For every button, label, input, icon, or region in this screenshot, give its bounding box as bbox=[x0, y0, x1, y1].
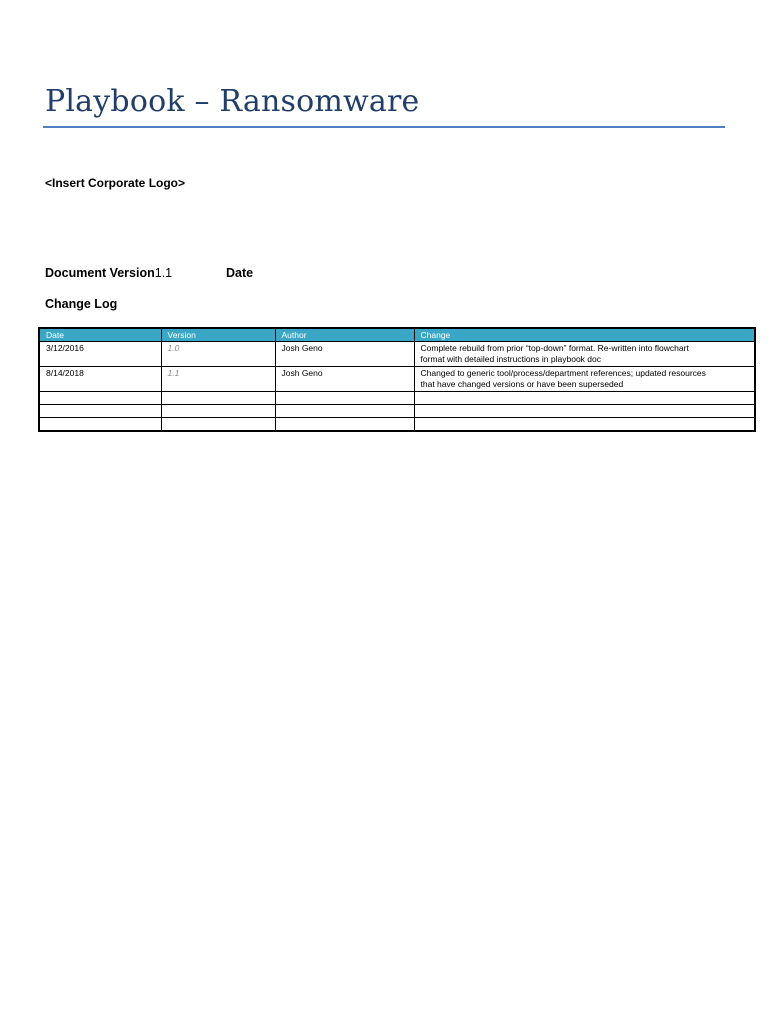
empty-table-row bbox=[39, 392, 755, 405]
change-line: that have changed versions or have been superseded bbox=[420, 379, 624, 389]
cell-author: Josh Geno bbox=[275, 367, 414, 392]
cell-change bbox=[414, 367, 755, 392]
title-underline bbox=[43, 126, 725, 128]
table-row bbox=[39, 342, 755, 367]
empty-cell bbox=[275, 392, 414, 405]
column-header-author: Author bbox=[275, 328, 414, 342]
empty-cell bbox=[39, 418, 161, 432]
empty-cell bbox=[414, 418, 755, 432]
empty-table-row bbox=[39, 405, 755, 418]
column-header-change: Change bbox=[414, 328, 755, 342]
cell-version: 1.0 bbox=[161, 342, 275, 367]
document-title: Playbook – Ransomware bbox=[45, 84, 420, 119]
document-version-label: Document Version bbox=[45, 266, 155, 280]
document-version bbox=[45, 266, 172, 280]
cell-author: Josh Geno bbox=[275, 342, 414, 367]
table-header-row bbox=[39, 328, 755, 342]
empty-cell bbox=[39, 405, 161, 418]
empty-cell bbox=[414, 392, 755, 405]
cell-change bbox=[414, 342, 755, 367]
empty-cell bbox=[161, 405, 275, 418]
column-header-date: Date bbox=[39, 328, 161, 342]
cell-date: 8/14/2018 bbox=[39, 367, 161, 392]
column-header-version: Version bbox=[161, 328, 275, 342]
empty-cell bbox=[161, 418, 275, 432]
change-line: format with detailed instructions in playbook doc bbox=[420, 354, 601, 364]
date-label: Date bbox=[226, 266, 254, 280]
change-log-heading: Change Log bbox=[45, 297, 118, 311]
cell-date: 3/12/2016 bbox=[39, 342, 161, 367]
empty-cell bbox=[414, 405, 755, 418]
cell-version: 1.1 bbox=[161, 367, 275, 392]
table-row bbox=[39, 367, 755, 392]
empty-table-row bbox=[39, 418, 755, 432]
empty-cell bbox=[275, 405, 414, 418]
empty-cell bbox=[161, 392, 275, 405]
change-line: Changed to generic tool/process/department references; updated resources bbox=[420, 368, 706, 378]
change-line: Complete rebuild from prior “top-down” format. Re-written into flowchart bbox=[420, 343, 689, 353]
empty-cell bbox=[275, 418, 414, 432]
corporate-logo-placeholder: <Insert Corporate Logo> bbox=[45, 176, 186, 190]
change-log-table bbox=[38, 327, 756, 432]
document-version-value: 1.1 bbox=[154, 266, 173, 280]
empty-cell bbox=[39, 392, 161, 405]
